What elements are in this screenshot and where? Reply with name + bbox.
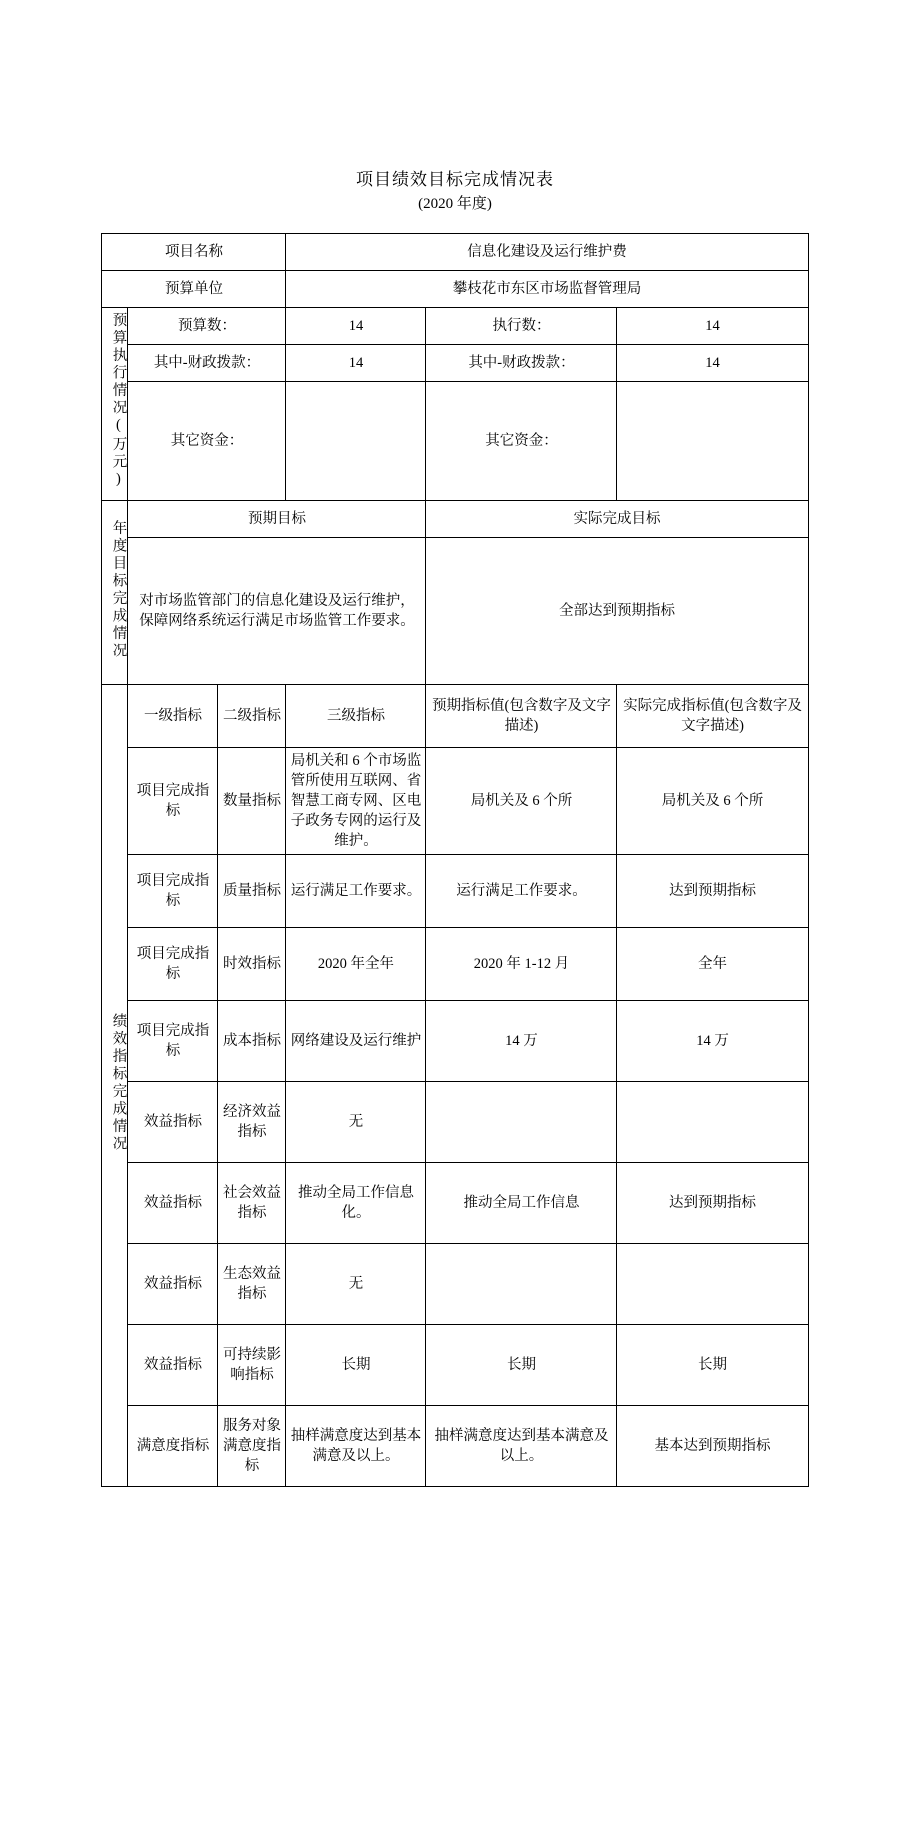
execution-fiscal-value: 14 [617, 345, 808, 382]
expected-goal-text: 对市场监管部门的信息化建设及运行维护，保障网络系统运行满足市场监管工作要求。 [128, 538, 426, 685]
cell-actual: 全年 [617, 928, 808, 1001]
project-name-value: 信息化建设及运行维护费 [286, 234, 808, 271]
cell-level1: 项目完成指标 [128, 855, 218, 928]
execution-other-label: 其它资金： [426, 382, 617, 501]
cell-actual: 基本达到预期指标 [617, 1406, 808, 1487]
cell-level1: 效益指标 [128, 1163, 218, 1244]
cell-level2: 经济效益指标 [218, 1082, 286, 1163]
cell-level2: 生态效益指标 [218, 1244, 286, 1325]
cell-actual: 14 万 [617, 1001, 808, 1082]
performance-table [101, 233, 808, 1487]
cell-actual [617, 1244, 808, 1325]
cell-level1: 效益指标 [128, 1244, 218, 1325]
cell-expected: 抽样满意度达到基本满意及以上。 [426, 1406, 617, 1487]
budget-number-label: 预算数： [128, 308, 286, 345]
column-header-level1: 一级指标 [128, 685, 218, 748]
cell-level1: 项目完成指标 [128, 928, 218, 1001]
cell-actual: 达到预期指标 [617, 1163, 808, 1244]
cell-level3: 无 [286, 1244, 426, 1325]
budget-number-value: 14 [286, 308, 426, 345]
table-row-project-name [102, 234, 808, 271]
cell-level3: 运行满足工作要求。 [286, 855, 426, 928]
budget-other-value [286, 382, 426, 501]
table-row-budget-unit [102, 271, 808, 308]
actual-goal-header: 实际完成目标 [426, 501, 808, 538]
execution-other-value [617, 382, 808, 501]
cell-level3: 局机关和 6 个市场监管所使用互联网、省智慧工商专网、区电子政务专网的运行及维护。 [286, 748, 426, 855]
table-row [102, 1406, 808, 1487]
cell-expected [426, 1244, 617, 1325]
cell-level3: 抽样满意度达到基本满意及以上。 [286, 1406, 426, 1487]
execution-number-label: 执行数： [426, 308, 617, 345]
cell-expected: 推动全局工作信息 [426, 1163, 617, 1244]
table-row [102, 1001, 808, 1082]
cell-level2: 时效指标 [218, 928, 286, 1001]
cell-level1: 效益指标 [128, 1082, 218, 1163]
column-header-level3: 三级指标 [286, 685, 426, 748]
cell-actual: 达到预期指标 [617, 855, 808, 928]
execution-number-value: 14 [617, 308, 808, 345]
cell-level1: 项目完成指标 [128, 748, 218, 855]
page-subtitle: (2020 年度) [418, 196, 492, 212]
table-row [102, 1325, 808, 1406]
table-row-annual-goal-header [102, 501, 808, 538]
cell-expected: 运行满足工作要求。 [426, 855, 617, 928]
table-row [102, 928, 808, 1001]
cell-level1: 满意度指标 [128, 1406, 218, 1487]
table-row-performance-header [102, 685, 808, 748]
cell-level3: 推动全局工作信息化。 [286, 1163, 426, 1244]
column-header-level2: 二级指标 [218, 685, 286, 748]
actual-goal-text: 全部达到预期指标 [426, 538, 808, 685]
cell-actual [617, 1082, 808, 1163]
document-page [0, 168, 910, 1845]
cell-actual: 长期 [617, 1325, 808, 1406]
cell-expected: 长期 [426, 1325, 617, 1406]
annual-goal-side-label: 年度目标完成情况 [102, 501, 128, 685]
table-row [102, 748, 808, 855]
cell-level3: 2020 年全年 [286, 928, 426, 1001]
execution-fiscal-label: 其中-财政拨款： [426, 345, 617, 382]
cell-level1: 效益指标 [128, 1325, 218, 1406]
table-row [102, 1082, 808, 1163]
cell-level2: 可持续影响指标 [218, 1325, 286, 1406]
budget-other-label: 其它资金： [128, 382, 286, 501]
cell-level2: 数量指标 [218, 748, 286, 855]
budget-unit-label: 预算单位 [102, 271, 286, 308]
cell-level3: 长期 [286, 1325, 426, 1406]
table-row [102, 855, 808, 928]
table-row-budget-number [102, 308, 808, 345]
cell-level1: 项目完成指标 [128, 1001, 218, 1082]
cell-actual: 局机关及 6 个所 [617, 748, 808, 855]
table-row-annual-goal-content [102, 538, 808, 685]
budget-fiscal-label: 其中-财政拨款： [128, 345, 286, 382]
page-title: 项目绩效目标完成情况表 [356, 170, 554, 189]
performance-side-label: 绩效指标完成情况 [102, 685, 128, 1487]
project-name-label: 项目名称 [102, 234, 286, 271]
cell-expected: 14 万 [426, 1001, 617, 1082]
table-row [102, 1244, 808, 1325]
table-row [102, 1163, 808, 1244]
cell-expected: 2020 年 1-12 月 [426, 928, 617, 1001]
column-header-expected: 预期指标值(包含数字及文字描述) [426, 685, 617, 748]
table-row-budget-fiscal [102, 345, 808, 382]
title-block [0, 168, 910, 215]
cell-level3: 网络建设及运行维护 [286, 1001, 426, 1082]
cell-level3: 无 [286, 1082, 426, 1163]
column-header-actual: 实际完成指标值(包含数字及文字描述) [617, 685, 808, 748]
cell-level2: 社会效益指标 [218, 1163, 286, 1244]
cell-level2: 质量指标 [218, 855, 286, 928]
cell-level2: 服务对象满意度指标 [218, 1406, 286, 1487]
budget-section-side-label: 预算执行情况(万元) [102, 308, 128, 501]
expected-goal-header: 预期目标 [128, 501, 426, 538]
cell-expected: 局机关及 6 个所 [426, 748, 617, 855]
cell-level2: 成本指标 [218, 1001, 286, 1082]
budget-fiscal-value: 14 [286, 345, 426, 382]
budget-unit-value: 攀枝花市东区市场监督管理局 [286, 271, 808, 308]
cell-expected [426, 1082, 617, 1163]
table-row-other-funds [102, 382, 808, 501]
